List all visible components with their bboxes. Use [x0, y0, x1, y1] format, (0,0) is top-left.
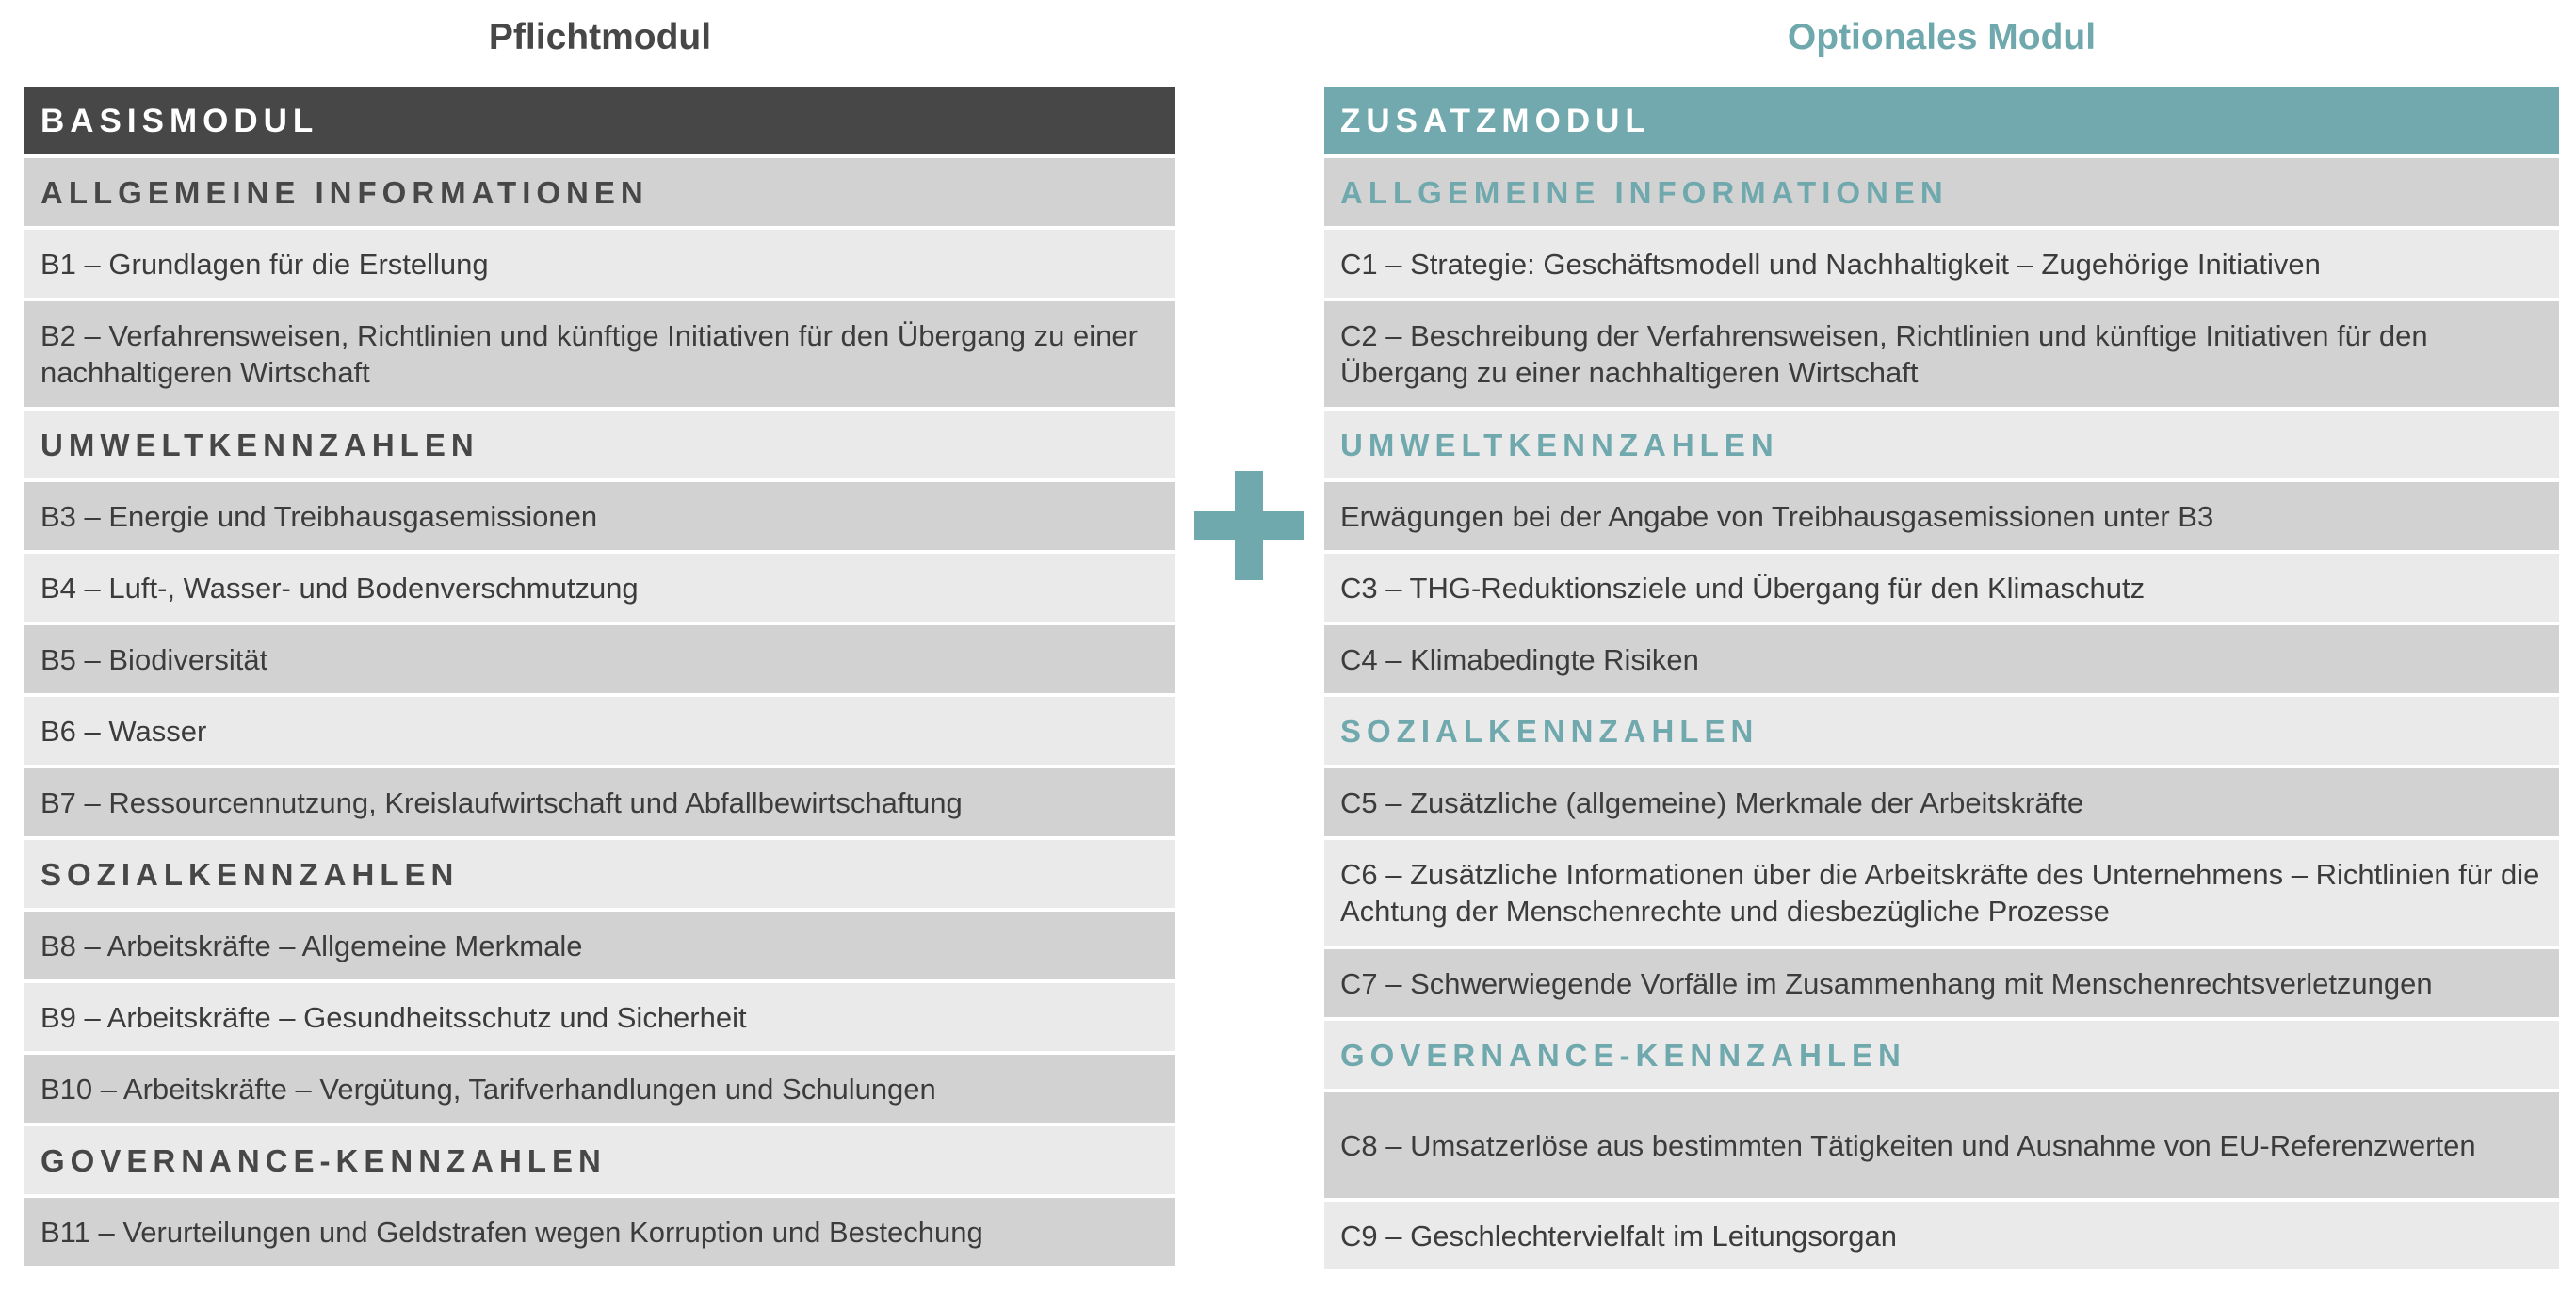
list-item: B11 – Verurteilungen und Geldstrafen wegen Korruption und Bestechung — [24, 1198, 1175, 1266]
list-item: C2 – Beschreibung der Verfahrensweisen, Richtlinien und künftige Initiativen für den Übergang zu einer nachhaltigeren Wirtschaft — [1324, 301, 2559, 407]
section-heading: ALLGEMEINE INFORMATIONEN — [1324, 158, 2559, 226]
mandatory-module-title: Pflichtmodul — [488, 17, 712, 57]
list-item: B4 – Luft-, Wasser- und Bodenverschmutzung — [24, 554, 1175, 622]
section-heading: ALLGEMEINE INFORMATIONEN — [24, 158, 1175, 226]
list-item: C1 – Strategie: Geschäftsmodell und Nachhaltigkeit – Zugehörige Initiativen — [1324, 230, 2559, 298]
optional-module-title: Optionales Modul — [1787, 17, 2097, 57]
plus-icon — [1194, 471, 1304, 580]
list-item: B7 – Ressourcennutzung, Kreislaufwirtschaft und Abfallbewirtschaftung — [24, 768, 1175, 836]
section-heading: UMWELTKENNZAHLEN — [24, 411, 1175, 478]
plus-icon-vertical-bar — [1235, 471, 1263, 580]
section-heading: UMWELTKENNZAHLEN — [1324, 411, 2559, 478]
list-item: B10 – Arbeitskräfte – Vergütung, Tarifverhandlungen und Schulungen — [24, 1055, 1175, 1123]
optional-module-column — [1324, 0, 2559, 1273]
section-heading: GOVERNANCE-KENNZAHLEN — [24, 1126, 1175, 1194]
list-item: C3 – THG-Reduktionsziele und Übergang für den Klimaschutz — [1324, 554, 2559, 622]
list-item: C9 – Geschlechtervielfalt im Leitungsorgan — [1324, 1202, 2559, 1269]
section-heading: SOZIALKENNZAHLEN — [24, 840, 1175, 908]
list-item: Erwägungen bei der Angabe von Treibhausgasemissionen unter B3 — [1324, 482, 2559, 550]
section-heading: GOVERNANCE-KENNZAHLEN — [1324, 1021, 2559, 1089]
list-item: B8 – Arbeitskräfte – Allgemeine Merkmale — [24, 912, 1175, 979]
zusatz-module-header: ZUSATZMODUL — [1324, 87, 2559, 154]
mandatory-module-column — [24, 0, 1175, 1269]
list-item: B6 – Wasser — [24, 697, 1175, 765]
list-item: B1 – Grundlagen für die Erstellung — [24, 230, 1175, 298]
list-item: C4 – Klimabedingte Risiken — [1324, 625, 2559, 693]
list-item: B2 – Verfahrensweisen, Richtlinien und künftige Initiativen für den Übergang zu einer nachhaltigeren Wirtschaft — [24, 301, 1175, 407]
section-heading: SOZIALKENNZAHLEN — [1324, 697, 2559, 765]
list-item: B5 – Biodiversität — [24, 625, 1175, 693]
list-item: C8 – Umsatzerlöse aus bestimmten Tätigkeiten und Ausnahme von EU-Referenzwerten — [1324, 1092, 2559, 1198]
list-item: C5 – Zusätzliche (allgemeine) Merkmale der Arbeitskräfte — [1324, 768, 2559, 836]
list-item: B9 – Arbeitskräfte – Gesundheitsschutz und Sicherheit — [24, 983, 1175, 1051]
list-item: B3 – Energie und Treibhausgasemissionen — [24, 482, 1175, 550]
list-item: C7 – Schwerwiegende Vorfälle im Zusammenhang mit Menschenrechtsverletzungen — [1324, 949, 2559, 1017]
list-item: C6 – Zusätzliche Informationen über die Arbeitskräfte des Unternehmens – Richtlinien für die Achtung der Menschenrechte und diesbezügliche Prozesse — [1324, 840, 2559, 946]
basis-module-header: BASISMODUL — [24, 87, 1175, 154]
